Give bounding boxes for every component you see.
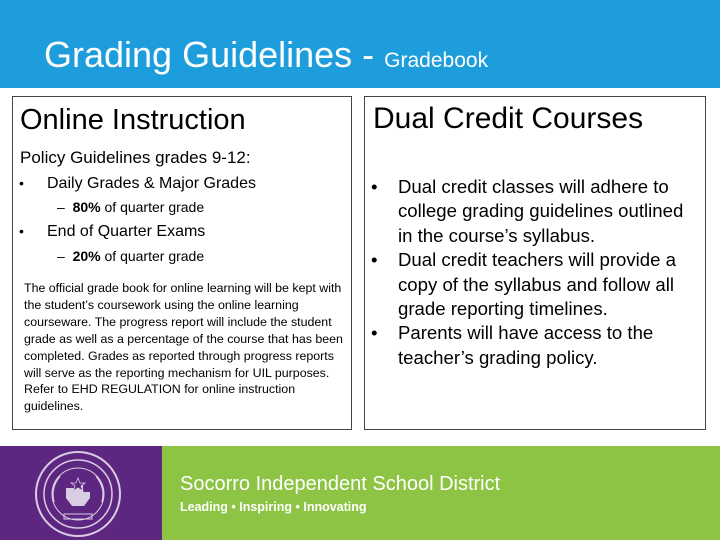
slide-title-sub: Gradebook xyxy=(384,49,489,72)
list-item xyxy=(19,175,256,193)
dual-credit-list xyxy=(371,175,701,370)
list-item xyxy=(371,321,701,370)
list-item-label: End of Quarter Exams xyxy=(47,223,206,240)
list-subitem xyxy=(57,248,204,264)
percentage-value: 20% xyxy=(72,248,101,264)
district-tagline: Leading • Inspiring • Innovating xyxy=(180,500,367,514)
dash-icon: – xyxy=(57,199,65,215)
list-item xyxy=(371,248,701,321)
online-instruction-panel xyxy=(12,96,352,430)
list-item-text: Dual credit teachers will provide a copy of the syllabus and follow all grade reporting timelines. xyxy=(398,249,676,320)
bullet-icon: • xyxy=(371,249,378,271)
dash-icon: – xyxy=(57,248,65,264)
bullet-icon: • xyxy=(371,176,378,197)
online-instruction-heading: Online Instruction xyxy=(20,104,246,136)
list-item-text: Parents will have access to the teacher’s grading policy. xyxy=(398,322,654,368)
list-item-label: Daily Grades & Major Grades xyxy=(47,175,256,192)
slide-title xyxy=(44,34,488,76)
bullet-icon: • xyxy=(371,322,378,344)
dual-credit-panel xyxy=(364,96,706,430)
bullet-icon: • xyxy=(19,175,24,191)
district-footer xyxy=(0,430,720,540)
slide-title-main: Grading Guidelines - xyxy=(44,34,385,75)
district-name: Socorro Independent School District xyxy=(180,473,501,495)
percentage-text: of quarter grade xyxy=(104,199,205,215)
district-seal-icon xyxy=(34,450,122,538)
percentage-text: of quarter grade xyxy=(104,248,205,264)
list-subitem xyxy=(57,199,204,215)
gradebook-paragraph: The official grade book for online learning will be kept with the student’s coursework using the online learning courseware. The progress report will include the student grade as well as a percentage of the course that has been completed. Grades as reported through progress reports will serve as the reporting mechanism for UIL purposes. Refer to EHD REGULATION for online instruction guidelines. xyxy=(24,281,343,414)
bullet-icon: • xyxy=(19,223,24,239)
list-item xyxy=(371,175,701,248)
list-item-text: Dual credit classes will adhere to college grading guidelines outlined in the course’s syllabus. xyxy=(398,176,684,246)
slide-header xyxy=(0,0,720,88)
policy-guidelines-line: Policy Guidelines grades 9-12: xyxy=(20,148,251,167)
list-item xyxy=(19,223,205,241)
percentage-value: 80% xyxy=(72,199,101,215)
dual-credit-heading: Dual Credit Courses xyxy=(373,102,644,135)
